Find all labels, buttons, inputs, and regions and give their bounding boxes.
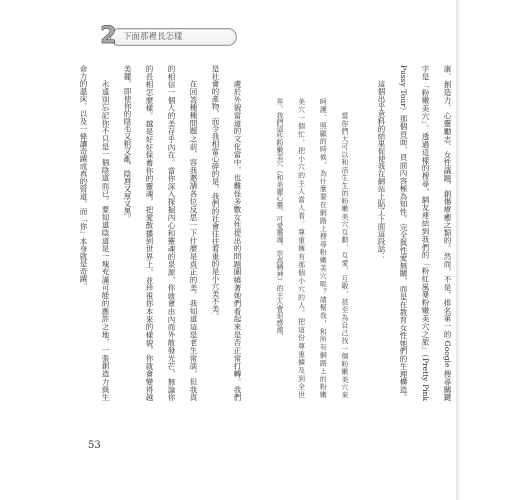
quote-block bbox=[267, 98, 354, 398]
text-line: Pussy Tour）那個頁面，頁面內容極為知性、完全與性愛無關，而是在教育女性她們的生理構造。 bbox=[399, 65, 408, 401]
main-text-block bbox=[72, 65, 248, 401]
text-line: 處於外貌當道的文化當中，也難怪多數女性提出的問題圍繞著她們看起來是否正常打轉。我們 bbox=[233, 80, 242, 401]
text-line: 命力的溫床，以及一條讓奇蹟成真的管道，而「你」本身就是奇蹟。 bbox=[79, 65, 88, 290]
text-line: 美麗，即使你的陰毛又粗又亂、陰唇又厚又黑。 bbox=[123, 65, 132, 223]
quote-line: 當你們大可以和活生生的粉嫩美穴互動、互愛、互敬，甚至為自己找一個粉嫩美穴來 bbox=[340, 111, 348, 398]
chapter-header bbox=[98, 22, 240, 50]
text-line: 的長相怎麼樣。越是好好保養你的靈魂，把愛散播到世界上，並珍視你本來的樣貌，你就會變得越 bbox=[145, 65, 154, 401]
text-line: 永遠別忘記你不只是一個陰道而已。要知道陰道是一塊充滿可能的應許之地，一張創造力與生 bbox=[101, 80, 110, 401]
text-line: 字是「粉嫩美穴」。透過這樣的搜尋，網友連結到我們的「粉紅風暴粉嫩美穴之旅」（Pretty Pink bbox=[421, 65, 430, 401]
quote-line: 美穴一個忙，把小穴的主人當人看。尊重擁有那個小穴的人，把這份尊重擴及到全世 bbox=[296, 98, 305, 398]
quote-line: 呵護、照顧的時候，為什麼要在網路上搜尋粉嫩美穴呢？請幫我，和所有網路上的粉嫩 bbox=[318, 98, 327, 398]
text-line: 的相信一個人的美存乎內在。當你深入探掘內心和靈魂的泉源，你就會由內而外散發光芒，無論你 bbox=[167, 65, 176, 401]
text-line: 在回答種種問題之前，容我邀請各位反思一下什麼是真正的美。我知道這是老生常談，但我真 bbox=[189, 80, 198, 401]
text-line: 這個出乎意料的結果促使我在網站上貼了下面這段話： bbox=[377, 80, 386, 260]
quote-line: 界。我們這些粉嫩美穴（和美麗心靈、可愛靈魂、崇高精神）的主人會很感激。 bbox=[274, 98, 283, 340]
text-line: 是社會的產物，而令我相當心碎的是，我們的社會往往看重的是小穴美不美。 bbox=[211, 65, 220, 320]
chapter-title: 下面那裡長怎樣 bbox=[123, 32, 183, 42]
intro-text-block bbox=[370, 65, 458, 401]
text-line: 康、創造力、心靈勵志、女性議題、創傷療癒之類的。然而，不是，排名第一的 Google 搜尋關鍵 bbox=[443, 65, 452, 401]
chapter-number: 2 bbox=[100, 21, 117, 49]
page-number: 53 bbox=[88, 440, 101, 451]
